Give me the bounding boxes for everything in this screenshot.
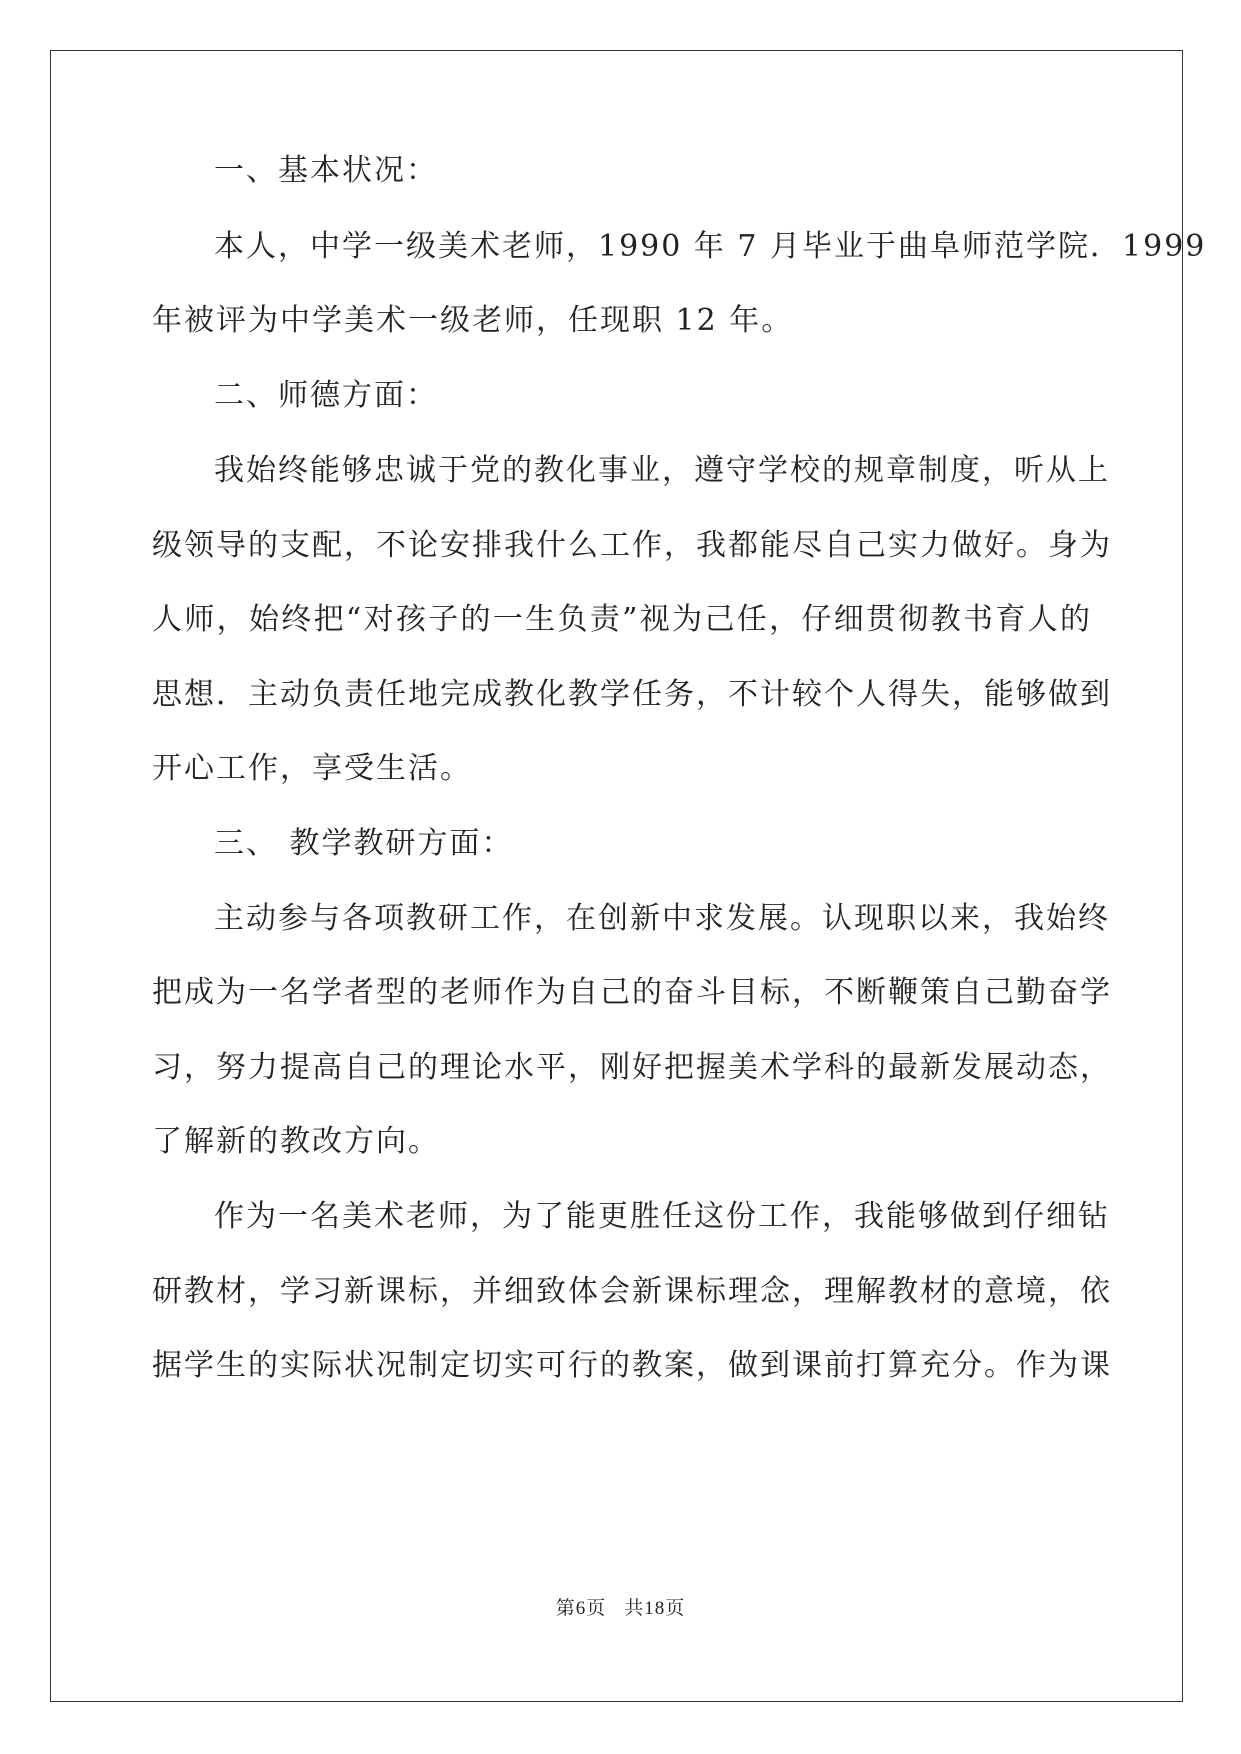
paragraph-line: 本人，中学一级美术老师，1990 年 7 月毕业于曲阜师范学院．1999	[214, 229, 1207, 264]
paragraph-line: 思想．主动负责任地完成教化教学任务，不计较个人得失，能够做到	[152, 677, 1112, 712]
paragraph-line: 习，努力提高自己的理论水平，刚好把握美术学科的最新发展动态，	[152, 1050, 1112, 1085]
page-border	[50, 50, 1207, 1702]
section-heading-basic: 一、基本状况：	[214, 153, 438, 188]
paragraph-line: 人师，始终把“对孩子的一生负责”视为己任，仔细贯彻教书育人的	[152, 602, 1092, 637]
page-suffix: 页	[586, 1597, 607, 1619]
paragraph-line: 据学生的实际状况制定切实可行的教案，做到课前打算充分。作为课	[152, 1348, 1112, 1383]
section-heading-ethics: 二、师德方面：	[214, 378, 438, 413]
paragraph-line: 开心工作，享受生活。	[152, 751, 472, 786]
total-pages: 18	[644, 1598, 666, 1619]
paragraph-line: 我始终能够忠诚于党的教化事业，遵守学校的规章制度，听从上	[214, 453, 1110, 488]
paragraph-line: 作为一名美术老师，为了能更胜任这份工作，我能够做到仔细钻	[214, 1199, 1110, 1234]
total-suffix: 页	[665, 1597, 686, 1619]
page-number: 6	[575, 1598, 587, 1619]
paragraph-line: 研教材，学习新课标，并细致体会新课标理念，理解教材的意境，依	[152, 1274, 1112, 1309]
section-heading-teaching: 三、 教学教研方面：	[214, 826, 514, 861]
page-footer	[0, 1596, 1241, 1621]
total-prefix: 共	[624, 1597, 645, 1619]
page-prefix: 第	[555, 1597, 576, 1619]
paragraph-line: 了解新的教改方向。	[152, 1124, 440, 1159]
paragraph-line: 把成为一名学者型的老师作为自己的奋斗目标，不断鞭策自己勤奋学	[152, 975, 1112, 1010]
paragraph-line: 年被评为中学美术一级老师，任现职 12 年。	[152, 303, 794, 338]
paragraph-line: 级领导的支配，不论安排我什么工作，我都能尽自己实力做好。身为	[152, 528, 1112, 563]
paragraph-line: 主动参与各项教研工作，在创新中求发展。认现职以来，我始终	[214, 901, 1110, 936]
